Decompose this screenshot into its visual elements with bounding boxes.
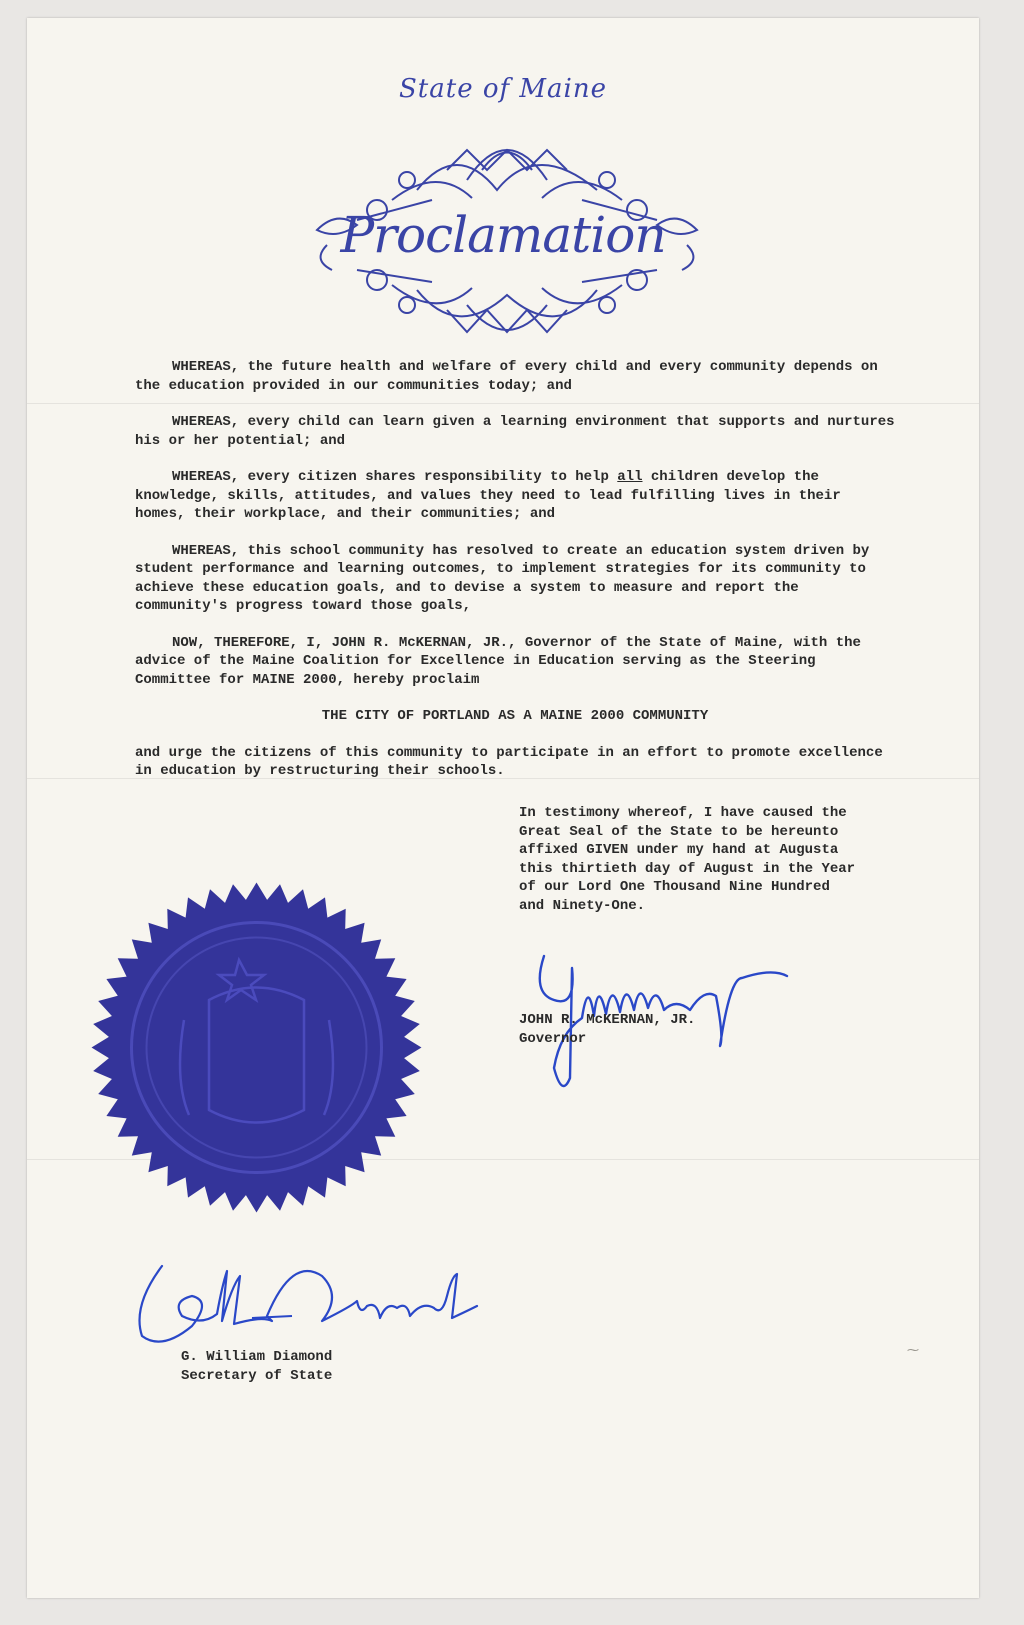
secretary-block [181,1348,332,1385]
state-title: State of Maine [399,74,607,104]
governor-block [519,1011,695,1048]
secretary-title: Secretary of State [181,1367,333,1384]
secretary-signature [122,1246,482,1356]
whereas-paragraph-1: WHEREAS, the future health and welfare of every child and every community depends on the education provided in our communities today; and [135,359,878,394]
proclamation-body [135,358,895,799]
whereas-paragraph-2: WHEREAS, every child can learn given a learning environment that supports and nurtures his or her potential; and [135,414,895,449]
proclamation-document [27,18,979,1598]
governor-name: JOHN R. McKERNAN, JR. [519,1012,696,1028]
closing-paragraph: and urge the citizens of this community to participate in an effort to promote excellence in education by restructuring their schools. [135,744,883,779]
proclamation-heading: Proclamation [340,206,666,264]
secretary-name: G. William Diamond [181,1349,333,1365]
great-seal-of-maine [89,880,424,1215]
whereas-paragraph-3-text-end: children develop the knowledge, skills, attitudes, and values they need to lead fulfilling lives in their homes, their workplace, and their communities; and [135,469,841,522]
whereas-paragraph-3 [135,468,895,524]
therefore-paragraph: NOW, THEREFORE, I, JOHN R. McKERNAN, JR., Governor of the State of Maine, with the advice of the Maine Coalition for Excellence in Education serving as the Steering Committee for MAINE 2000, hereby proclaim [135,634,861,688]
paper-mark: ⁓ [907,1343,919,1357]
whereas-paragraph-3-text: WHEREAS, every citizen shares responsibility to help [172,469,618,485]
governor-title: Governor [519,1030,587,1047]
proclaimed-community: THE CITY OF PORTLAND AS A MAINE 2000 COMMUNITY [321,708,709,724]
underlined-word: all [617,469,643,485]
seal-starburst [92,883,422,1213]
whereas-paragraph-4: WHEREAS, this school community has resolved to create an education system driven by student performance and learning outcomes, to implement strategies for its community to achieve these education goals, and to devise a system to measure and report the community's progress toward those goals, [135,542,870,614]
testimony-block: In testimony whereof, I have caused the Great Seal of the State to be hereunto affixed GIVEN under my hand at Augusta this thirtieth day of August in the Year of our Lord One Thousand Nine Hundred and Ninety-One. [519,805,856,914]
